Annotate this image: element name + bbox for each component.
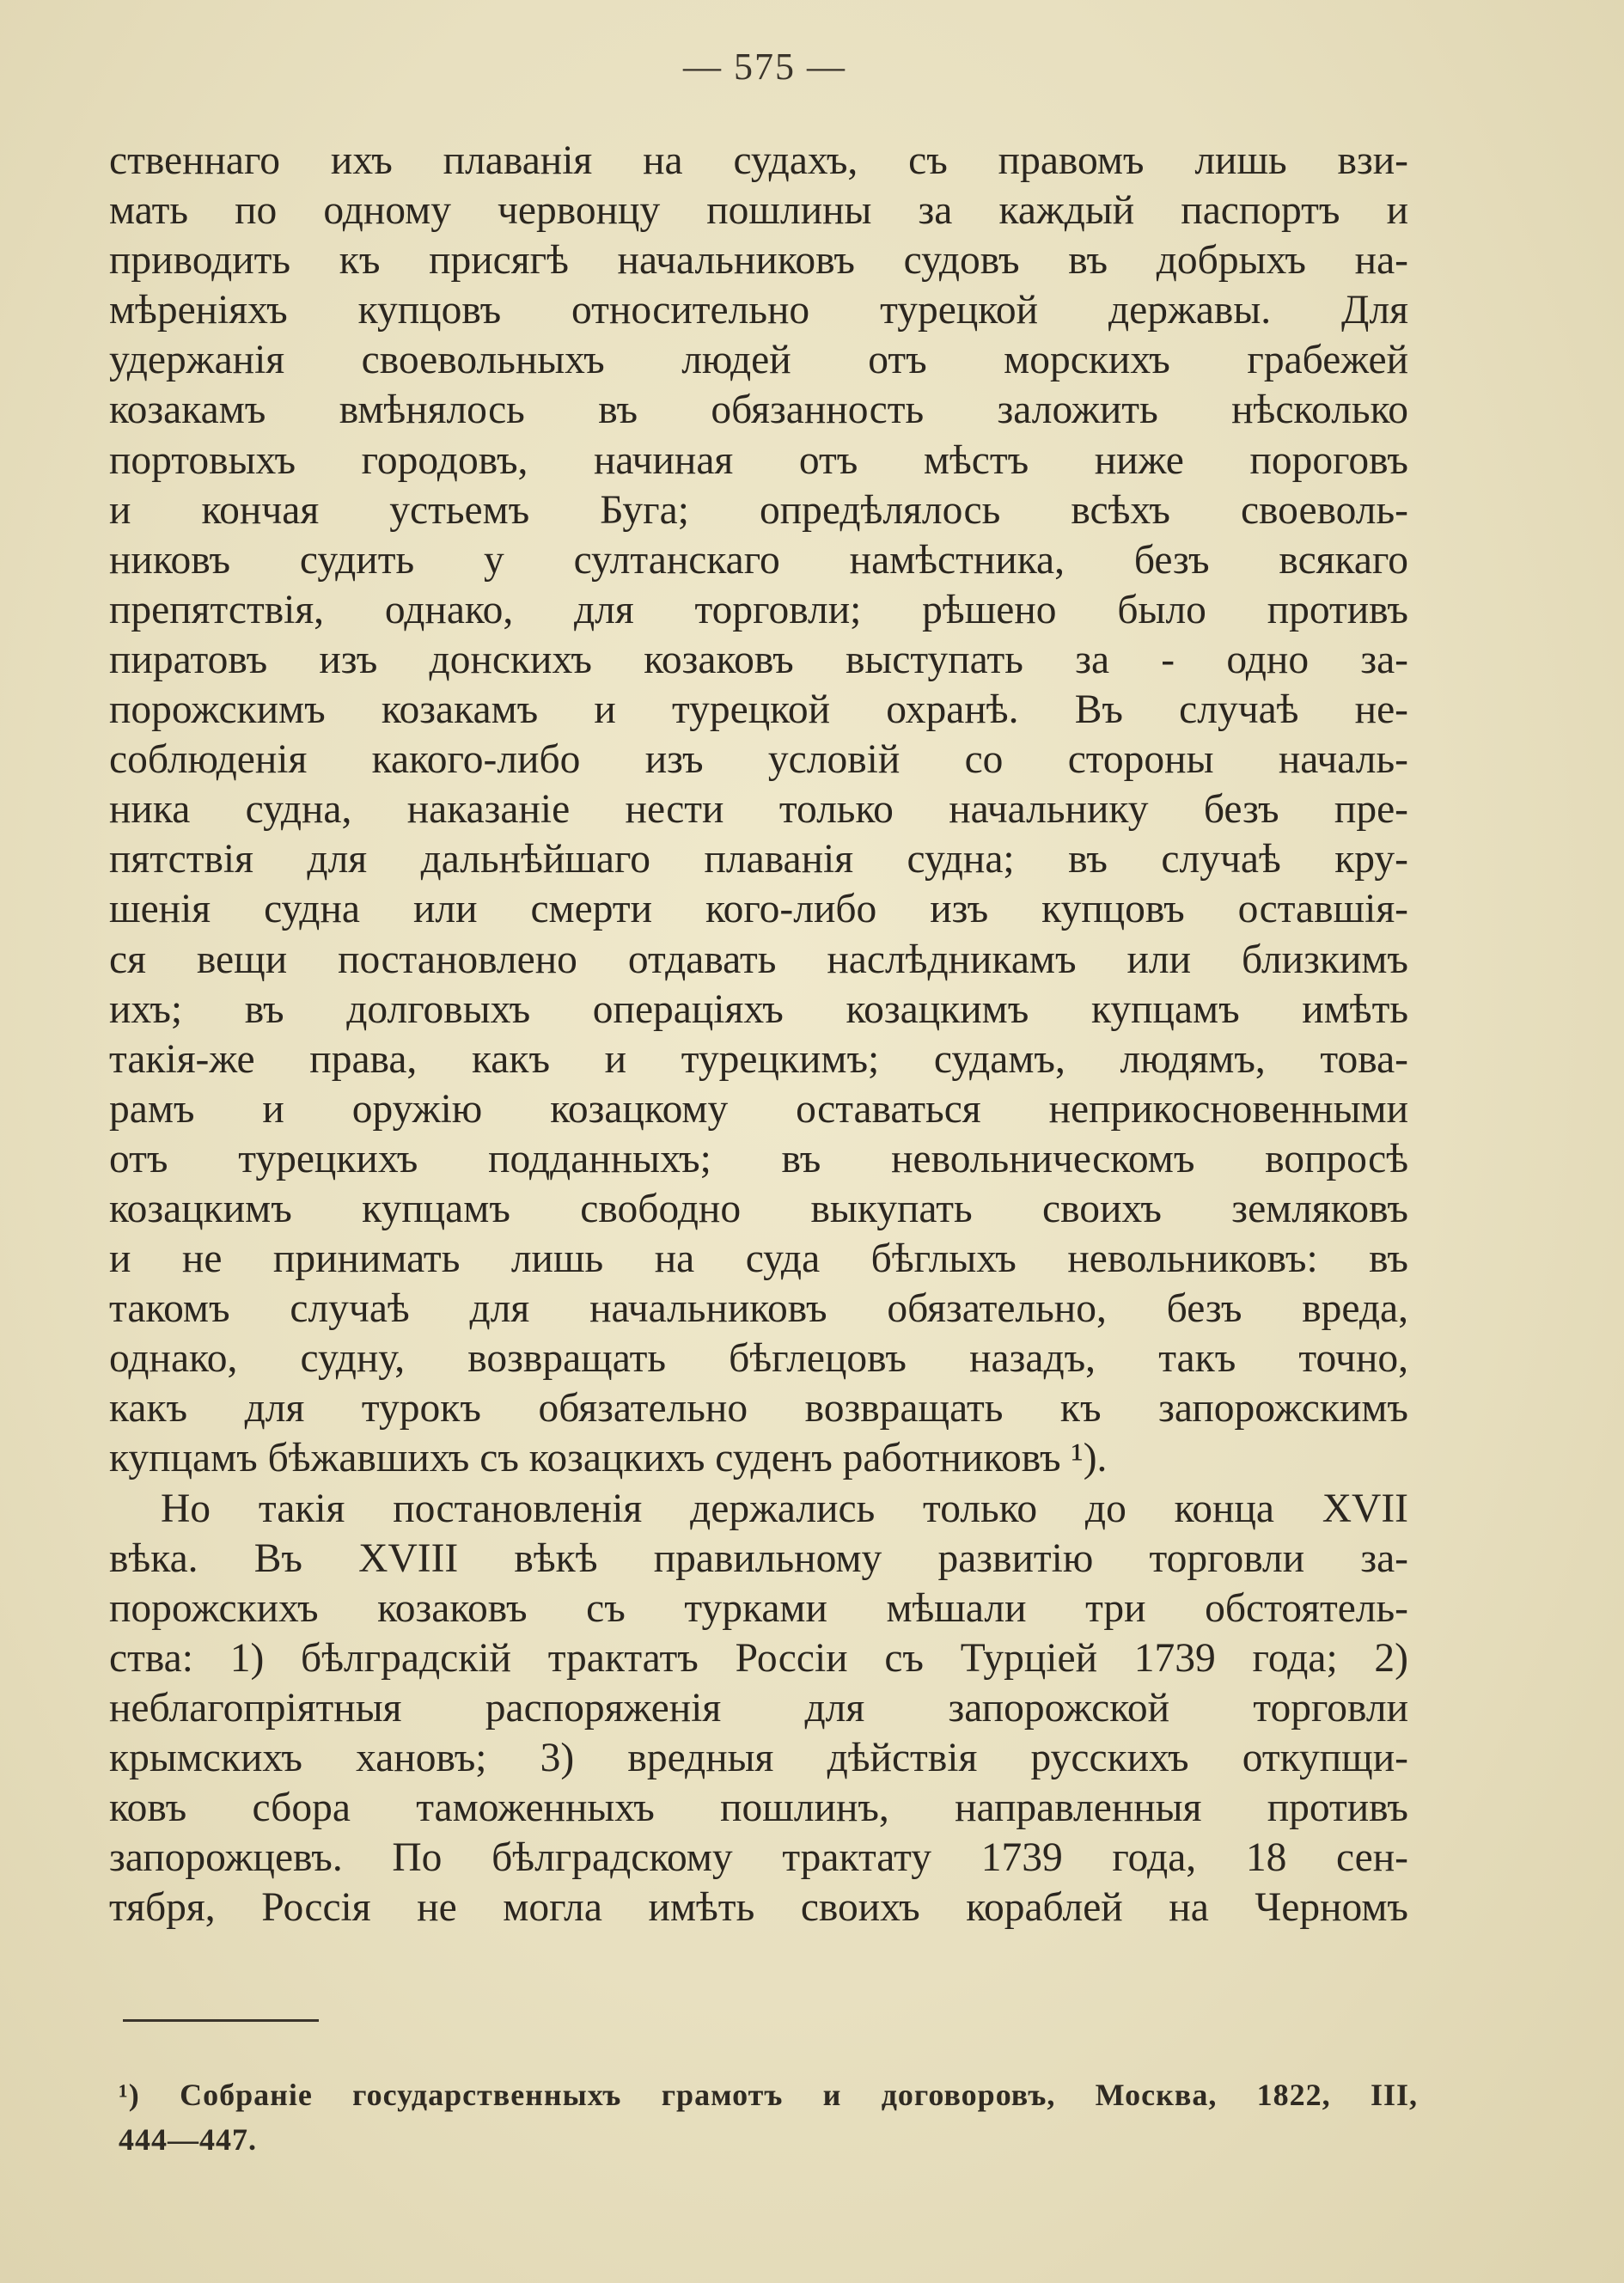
main-text [109, 136, 1408, 1932]
text-line: ся вещи постановлено отдавать наслѣдникамъ или близкимъ [109, 937, 1408, 982]
paragraph-start-line: Но такія постановленія держались только до конца XVII [161, 1486, 1408, 1531]
text-line: порожскихъ козаковъ съ турками мѣшали три обстоятель- [109, 1585, 1408, 1631]
text-line: удержанія своевольныхъ людей отъ морскихъ грабежей [109, 338, 1408, 383]
text-line: вѣка. Въ XVIII вѣкѣ правильному развитію торговли за- [109, 1535, 1408, 1581]
text-line: козацкимъ купцамъ свободно выкупать своихъ земляковъ [109, 1186, 1408, 1231]
text-line: препятствія, однако, для торговли; рѣшено было противъ [109, 587, 1408, 632]
text-line: однако, судну, возвращать бѣглецовъ назадъ, такъ точно, [109, 1336, 1408, 1382]
footnote-divider [123, 2019, 319, 2022]
text-line: и кончая устьемъ Буга; опредѣлялось всѣхъ своеволь- [109, 487, 1408, 533]
text-line: порожскимъ козакамъ и турецкой охранѣ. Въ случаѣ не- [109, 687, 1408, 733]
text-line: козакамъ вмѣнялось въ обязанность заложить нѣсколько [109, 388, 1408, 433]
text-line: такія-же права, какъ и турецкимъ; судамъ, людямъ, това- [109, 1036, 1408, 1082]
text-line: рамъ и оружію козацкому оставаться неприкосновенными [109, 1086, 1408, 1132]
text-line: отъ турецкихъ подданныхъ; въ невольническомъ вопросѣ [109, 1136, 1408, 1181]
text-line: и не принимать лишь на суда бѣглыхъ невольниковъ: въ [109, 1236, 1408, 1282]
page-number: — 575 — [683, 46, 846, 88]
text-line: ника судна, наказаніе нести только начальнику безъ пре- [109, 787, 1408, 833]
text-line: ихъ; въ долговыхъ операціяхъ козацкимъ купцамъ имѣть [109, 986, 1408, 1032]
text-line: мать по одному червонцу пошлины за каждый паспортъ и [109, 188, 1408, 234]
text-line: соблюденія какого-либо изъ условій со стороны началь- [109, 737, 1408, 783]
text-line: портовыхъ городовъ, начиная отъ мѣстъ ниже пороговъ [109, 437, 1408, 483]
text-line: приводить къ присягѣ начальниковъ судовъ въ добрыхъ на- [109, 238, 1408, 284]
footnote-line: ¹) Собраніе государственныхъ грамотъ и договоровъ, Москва, 1822, III, [119, 2078, 1418, 2112]
text-line: шенія судна или смерти кого-либо изъ купцовъ оставшія- [109, 887, 1408, 932]
text-line: пиратовъ изъ донскихъ козаковъ выступать за - одно за- [109, 637, 1408, 682]
paragraph-end-line: купцамъ бѣжавшихъ съ козацкихъ суденъ работниковъ ¹). [109, 1436, 1108, 1481]
text-line: какъ для турокъ обязательно возвращать къ запорожскимъ [109, 1386, 1408, 1431]
text-line: ственнаго ихъ плаванія на судахъ, съ правомъ лишь взи- [109, 138, 1408, 183]
text-line: пятствія для дальнѣйшаго плаванія судна; въ случаѣ кру- [109, 837, 1408, 882]
text-line: тября, Россія не могла имѣть своихъ кораблей на Черномъ [109, 1885, 1408, 1931]
text-line: никовъ судить у султанскаго намѣстника, безъ всякаго [109, 537, 1408, 583]
footnote-line: 444—447. [119, 2122, 257, 2157]
text-line: ковъ сбора таможенныхъ пошлинъ, направленныя противъ [109, 1786, 1408, 1831]
text-line: запорожцевъ. По бѣлградскому трактату 1739 года, 18 сен- [109, 1835, 1408, 1881]
text-line: неблагопріятныя распоряженія для запорожской торговли [109, 1685, 1408, 1731]
text-line: мѣреніяхъ купцовъ относительно турецкой державы. Для [109, 288, 1408, 333]
text-line: такомъ случаѣ для начальниковъ обязательно, безъ вреда, [109, 1286, 1408, 1332]
footnotes [119, 2072, 1418, 2162]
text-line: крымскихъ хановъ; 3) вредныя дѣйствія русскихъ откупщи- [109, 1736, 1408, 1780]
text-line: ства: 1) бѣлградскій трактатъ Россіи съ Турціей 1739 года; 2) [109, 1635, 1408, 1681]
